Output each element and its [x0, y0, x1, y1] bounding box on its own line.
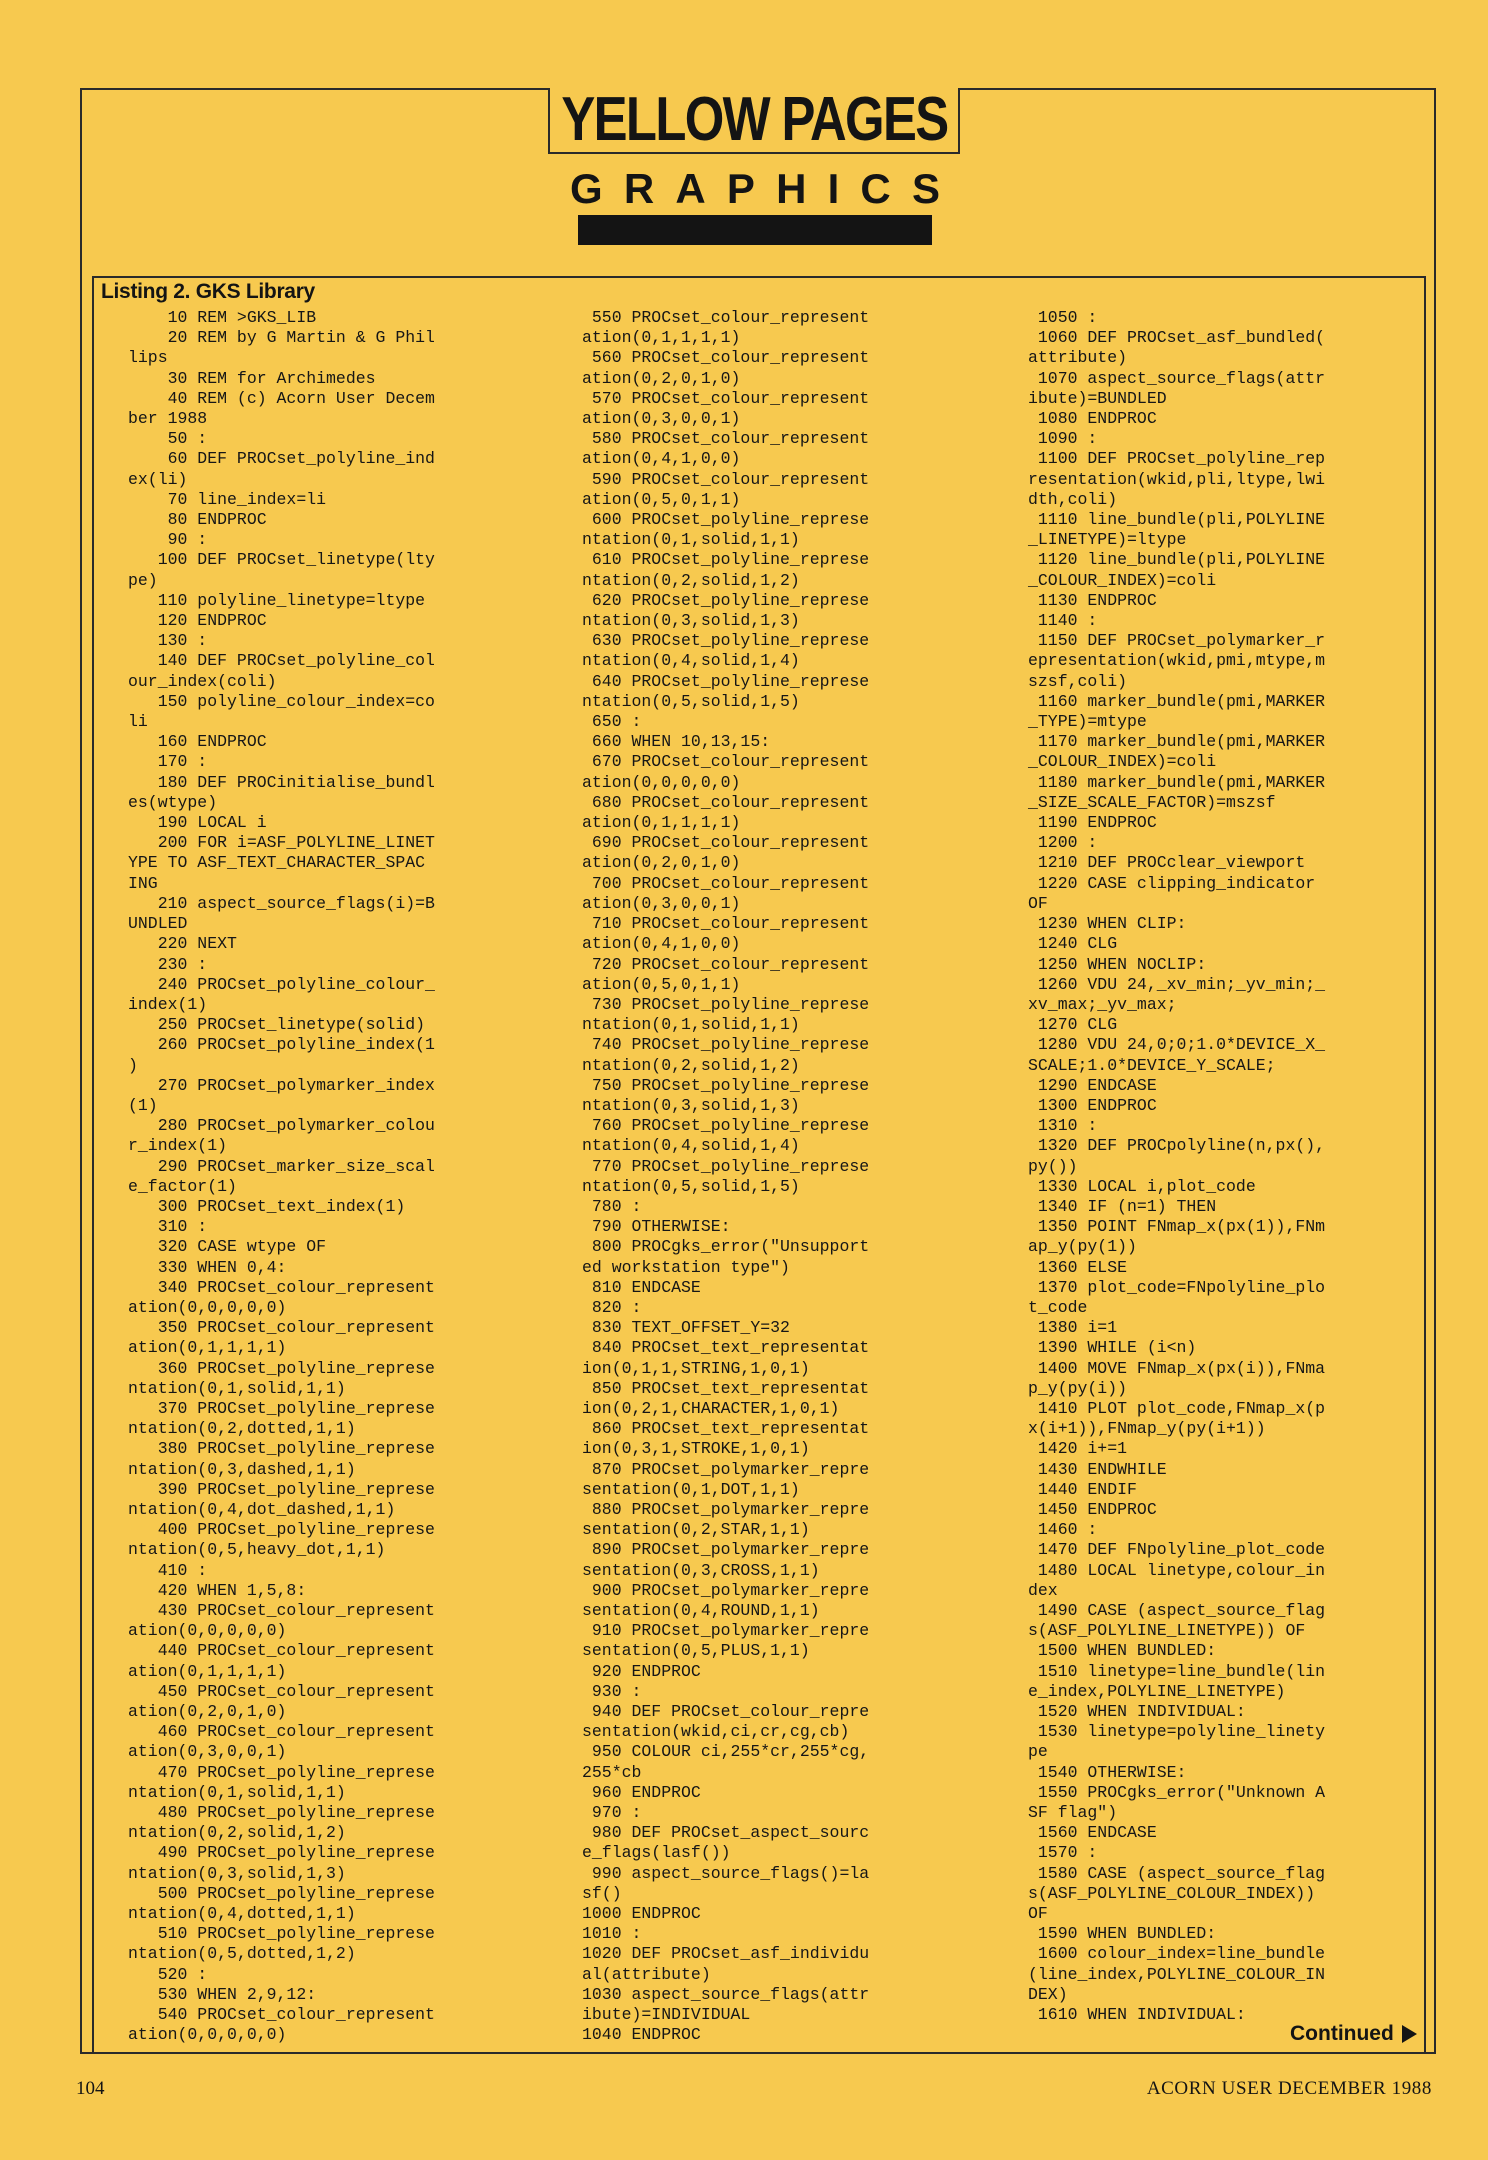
code-line: 330 WHEN 0,4:	[128, 1257, 287, 1277]
code-line: 1260 VDU 24,_xv_min;_yv_min;_	[1028, 974, 1326, 994]
code-line: 860 PROCset_text_representat	[582, 1419, 870, 1439]
code-line: index(1)	[128, 994, 208, 1014]
code-line: ation(0,0,0,0,0)	[128, 2025, 287, 2045]
code-line: 980 DEF PROCset_aspect_sourc	[582, 1823, 870, 1843]
code-line: 210 aspect_source_flags(i)=B	[128, 893, 435, 913]
code-line: 220 NEXT	[128, 934, 237, 954]
code-line: 850 PROCset_text_representat	[582, 1378, 870, 1398]
code-line: 20 REM by G Martin & G Phil	[128, 328, 435, 348]
code-line: 1300 ENDPROC	[1028, 1095, 1157, 1115]
code-line: 1090 :	[1028, 429, 1098, 449]
code-line: 1160 marker_bundle(pmi,MARKER	[1028, 691, 1326, 711]
code-line: 1060 DEF PROCset_asf_bundled(	[1028, 328, 1326, 348]
code-line: 1330 LOCAL i,plot_code	[1028, 1176, 1256, 1196]
code-line: 480 PROCset_polyline_represe	[128, 1803, 435, 1823]
code-line: 690 PROCset_colour_represent	[582, 833, 870, 853]
code-line: 920 ENDPROC	[582, 1661, 701, 1681]
code-line: 280 PROCset_polymarker_colou	[128, 1116, 435, 1136]
code-line: ntation(0,3,solid,1,3)	[582, 1095, 800, 1115]
code-line: 630 PROCset_polyline_represe	[582, 631, 870, 651]
code-line: 60 DEF PROCset_polyline_ind	[128, 449, 435, 469]
code-line: 120 ENDPROC	[128, 611, 267, 631]
code-line: 650 :	[582, 712, 642, 732]
continued-text: Continued	[1290, 2022, 1394, 2045]
code-line: 190 LOCAL i	[128, 813, 267, 833]
code-line: sentation(wkid,ci,cr,cg,cb)	[582, 1722, 850, 1742]
code-line: 830 TEXT_OFFSET_Y=32	[582, 1318, 790, 1338]
code-line: 890 PROCset_polymarker_repre	[582, 1540, 870, 1560]
code-line: 1380 i=1	[1028, 1318, 1118, 1338]
code-line: ation(0,3,0,0,1)	[128, 1742, 287, 1762]
code-line: 1610 WHEN INDIVIDUAL:	[1028, 2005, 1246, 2025]
masthead-title: YELLOW PAGES	[560, 85, 948, 154]
code-line: 320 CASE wtype OF	[128, 1237, 327, 1257]
code-line: ntation(0,2,solid,1,2)	[582, 1055, 800, 1075]
section-label-graphics	[570, 165, 940, 212]
code-line: ntation(0,3,solid,1,3)	[128, 1863, 346, 1883]
code-line: )	[128, 1055, 138, 1075]
code-line: 780 :	[582, 1196, 642, 1216]
code-line: 560 PROCset_colour_represent	[582, 348, 870, 368]
code-line: 620 PROCset_polyline_represe	[582, 590, 870, 610]
code-line: ation(0,1,1,1,1)	[128, 1338, 287, 1358]
code-line: 150 polyline_colour_index=co	[128, 691, 435, 711]
code-line: 930 :	[582, 1681, 642, 1701]
section-letter: P	[726, 165, 755, 212]
code-line: dex	[1028, 1580, 1058, 1600]
section-letter: G	[570, 165, 603, 212]
code-line: 1250 WHEN NOCLIP:	[1028, 954, 1207, 974]
code-line: 960 ENDPROC	[582, 1782, 701, 1802]
code-line: 1140 :	[1028, 611, 1098, 631]
code-line: ibute)=INDIVIDUAL	[582, 2005, 751, 2025]
code-line: 70 line_index=li	[128, 489, 327, 509]
code-line: ation(0,5,0,1,1)	[582, 489, 741, 509]
code-line: ation(0,1,1,1,1)	[128, 1661, 287, 1681]
code-line: OF	[1028, 1904, 1048, 1924]
code-line: 640 PROCset_polyline_represe	[582, 671, 870, 691]
code-line: our_index(coli)	[128, 671, 277, 691]
code-line: 680 PROCset_colour_represent	[582, 792, 870, 812]
code-line: ation(0,1,1,1,1)	[582, 813, 741, 833]
code-line: resentation(wkid,pli,ltype,lwi	[1028, 469, 1326, 489]
continued-label	[1290, 2022, 1417, 2046]
code-line: ation(0,0,0,0,0)	[128, 1297, 287, 1317]
code-line: 720 PROCset_colour_represent	[582, 954, 870, 974]
code-line: s(ASF_POLYLINE_COLOUR_INDEX))	[1028, 1883, 1316, 1903]
code-line: 1110 line_bundle(pli,POLYLINE	[1028, 510, 1326, 530]
code-line: 800 PROCgks_error("Unsupport	[582, 1237, 870, 1257]
code-line: 1460 :	[1028, 1520, 1098, 1540]
code-line: 460 PROCset_colour_represent	[128, 1722, 435, 1742]
code-line: 1370 plot_code=FNpolyline_plo	[1028, 1277, 1326, 1297]
section-letter: C	[860, 165, 891, 212]
code-line: 10 REM >GKS_LIB	[128, 308, 317, 327]
code-line: ion(0,1,1,STRING,1,0,1)	[582, 1358, 810, 1378]
code-line: OF	[1028, 893, 1048, 913]
code-line: 430 PROCset_colour_represent	[128, 1601, 435, 1620]
code-line: 1010 :	[582, 1924, 642, 1944]
code-line: 1170 marker_bundle(pmi,MARKER	[1028, 732, 1326, 752]
code-line: 110 polyline_linetype=ltype	[128, 590, 426, 610]
code-line: 600 PROCset_polyline_represe	[582, 510, 870, 530]
code-line: szsf,coli)	[1028, 671, 1128, 691]
code-line: 700 PROCset_colour_represent	[582, 873, 870, 893]
code-line: 1080 ENDPROC	[1028, 409, 1157, 429]
code-line: ING	[128, 873, 158, 893]
code-line: 730 PROCset_polyline_represe	[582, 994, 870, 1014]
code-line: ion(0,2,1,CHARACTER,1,0,1)	[582, 1398, 840, 1418]
code-line: 1320 DEF PROCpolyline(n,px(),	[1028, 1136, 1326, 1156]
code-line: ntation(0,3,dashed,1,1)	[128, 1459, 356, 1479]
code-line: ntation(0,5,dotted,1,2)	[128, 1944, 356, 1964]
code-line: DEX)	[1028, 1984, 1068, 2004]
section-letter: A	[675, 165, 706, 212]
code-line: 490 PROCset_polyline_represe	[128, 1843, 435, 1863]
footer-magazine-title: ACORN USER DECEMBER 1988	[1146, 2078, 1432, 2099]
code-line: ntation(0,3,solid,1,3)	[582, 611, 800, 631]
code-line: 1590 WHEN BUNDLED:	[1028, 1924, 1217, 1944]
code-line: _LINETYPE)=ltype	[1028, 530, 1187, 550]
code-line: ntation(0,1,solid,1,1)	[582, 530, 800, 550]
code-line: 1040 ENDPROC	[582, 2025, 701, 2045]
code-line: 1560 ENDCASE	[1028, 1823, 1157, 1843]
code-line: 900 PROCset_polymarker_repre	[582, 1580, 870, 1600]
code-line: 1500 WHEN BUNDLED:	[1028, 1641, 1217, 1661]
code-line: 370 PROCset_polyline_represe	[128, 1398, 435, 1418]
code-line: ap_y(py(1))	[1028, 1237, 1137, 1257]
code-line: _COLOUR_INDEX)=coli	[1028, 570, 1217, 590]
code-line: 750 PROCset_polyline_represe	[582, 1075, 870, 1095]
code-line: 290 PROCset_marker_size_scal	[128, 1156, 435, 1176]
code-line: 1070 aspect_source_flags(attr	[1028, 368, 1326, 388]
code-line: 40 REM (c) Acorn User Decem	[128, 388, 435, 408]
code-line: 1270 CLG	[1028, 1015, 1118, 1035]
code-line: (line_index,POLYLINE_COLOUR_IN	[1028, 1964, 1326, 1984]
code-line: ed workstation type")	[582, 1257, 790, 1277]
code-line: ntation(0,4,solid,1,4)	[582, 1136, 800, 1156]
code-line: 1130 ENDPROC	[1028, 590, 1157, 610]
code-line: 450 PROCset_colour_represent	[128, 1681, 435, 1701]
code-line: 1510 linetype=line_bundle(lin	[1028, 1661, 1326, 1681]
code-line: ation(0,2,0,1,0)	[582, 368, 741, 388]
section-divider-bar	[578, 215, 932, 245]
code-line: 840 PROCset_text_representat	[582, 1338, 870, 1358]
code-line: 90 :	[128, 530, 208, 550]
code-line: 170 :	[128, 752, 208, 772]
code-line: 1520 WHEN INDIVIDUAL:	[1028, 1702, 1246, 1722]
code-line: ntation(0,1,solid,1,1)	[128, 1782, 346, 1802]
code-line: ibute)=BUNDLED	[1028, 388, 1167, 408]
code-line: e_index,POLYLINE_LINETYPE)	[1028, 1681, 1286, 1701]
code-line: 570 PROCset_colour_represent	[582, 388, 870, 408]
section-letter: S	[911, 165, 940, 212]
code-line: 200 FOR i=ASF_POLYLINE_LINET	[128, 833, 435, 853]
code-line: 990 aspect_source_flags()=la	[582, 1863, 870, 1883]
code-line: 590 PROCset_colour_represent	[582, 469, 870, 489]
code-line: s(ASF_POLYLINE_LINETYPE)) OF	[1028, 1621, 1306, 1641]
code-line: 400 PROCset_polyline_represe	[128, 1520, 435, 1540]
code-line: YPE TO ASF_TEXT_CHARACTER_SPAC	[128, 853, 426, 873]
code-column-2	[582, 308, 942, 2045]
code-line: 130 :	[128, 631, 208, 651]
code-line: e_flags(lasf())	[582, 1843, 731, 1863]
code-line: pe	[1028, 1742, 1048, 1762]
code-line: 1420 i+=1	[1028, 1439, 1128, 1459]
masthead-box	[548, 85, 960, 154]
code-line: 500 PROCset_polyline_represe	[128, 1883, 435, 1903]
code-line: 300 PROCset_text_index(1)	[128, 1196, 406, 1216]
code-line: 1410 PLOT plot_code,FNmap_x(p	[1028, 1398, 1326, 1418]
code-line: 30 REM for Archimedes	[128, 368, 376, 388]
code-line: ex(li)	[128, 469, 188, 489]
code-line: ntation(0,1,solid,1,1)	[582, 1015, 800, 1035]
code-line: ation(0,4,1,0,0)	[582, 449, 741, 469]
code-line: 230 :	[128, 954, 208, 974]
code-line: ntation(0,2,solid,1,2)	[582, 570, 800, 590]
code-line: ation(0,2,0,1,0)	[582, 853, 741, 873]
code-line: _SIZE_SCALE_FACTOR)=mszsf	[1028, 792, 1276, 812]
code-line: ion(0,3,1,STROKE,1,0,1)	[582, 1439, 810, 1459]
code-line: 380 PROCset_polyline_represe	[128, 1439, 435, 1459]
code-line: epresentation(wkid,pmi,mtype,m	[1028, 651, 1326, 671]
code-line: 530 WHEN 2,9,12:	[128, 1984, 317, 2004]
code-line: 670 PROCset_colour_represent	[582, 752, 870, 772]
code-column-1	[128, 308, 488, 2045]
code-line: 1210 DEF PROCclear_viewport	[1028, 853, 1306, 873]
code-line: 710 PROCset_colour_represent	[582, 914, 870, 934]
code-line: 550 PROCset_colour_represent	[582, 308, 870, 327]
code-line: 390 PROCset_polyline_represe	[128, 1479, 435, 1499]
code-line: (1)	[128, 1095, 158, 1115]
code-column-3	[1028, 308, 1388, 2025]
code-line: 340 PROCset_colour_represent	[128, 1277, 435, 1297]
section-letter: H	[776, 165, 807, 212]
code-line: 970 :	[582, 1803, 642, 1823]
code-line: 510 PROCset_polyline_represe	[128, 1924, 435, 1944]
code-line: 520 :	[128, 1964, 208, 1984]
code-line: 470 PROCset_polyline_represe	[128, 1762, 435, 1782]
section-letter: I	[827, 165, 840, 212]
code-line: 770 PROCset_polyline_represe	[582, 1156, 870, 1176]
code-line: SF flag")	[1028, 1803, 1118, 1823]
code-line: ber 1988	[128, 409, 208, 429]
page-number: 104	[76, 2078, 105, 2099]
code-line: ntation(0,5,solid,1,5)	[582, 691, 800, 711]
code-line: SCALE;1.0*DEVICE_Y_SCALE;	[1028, 1055, 1276, 1075]
code-line: 660 WHEN 10,13,15:	[582, 732, 771, 752]
code-line: ation(0,3,0,0,1)	[582, 409, 741, 429]
code-line: 1400 MOVE FNmap_x(px(i)),FNma	[1028, 1358, 1326, 1378]
code-line: sf()	[582, 1883, 622, 1903]
code-line: 540 PROCset_colour_represent	[128, 2005, 435, 2025]
code-line: 350 PROCset_colour_represent	[128, 1318, 435, 1338]
code-line: 100 DEF PROCset_linetype(lty	[128, 550, 435, 570]
section-letter: R	[623, 165, 655, 212]
code-line: 180 DEF PROCinitialise_bundl	[128, 772, 435, 792]
code-line: dth,coli)	[1028, 489, 1118, 509]
code-line: ntation(0,5,heavy_dot,1,1)	[128, 1540, 386, 1560]
code-line: 440 PROCset_colour_represent	[128, 1641, 435, 1661]
code-line: 1310 :	[1028, 1116, 1098, 1136]
code-line: al(attribute)	[582, 1964, 711, 1984]
code-line: 420 WHEN 1,5,8:	[128, 1580, 307, 1600]
code-line: 1570 :	[1028, 1843, 1098, 1863]
code-line: 1020 DEF PROCset_asf_individu	[582, 1944, 870, 1964]
code-line: ation(0,4,1,0,0)	[582, 934, 741, 954]
code-line: 1360 ELSE	[1028, 1257, 1128, 1277]
code-line: 310 :	[128, 1217, 208, 1237]
code-line: sentation(0,2,STAR,1,1)	[582, 1520, 810, 1540]
code-line: 160 ENDPROC	[128, 732, 267, 752]
code-line: li	[128, 712, 148, 732]
arrow-right-icon	[1402, 2025, 1417, 2043]
code-line: ation(0,3,0,0,1)	[582, 893, 741, 913]
code-line: UNDLED	[128, 914, 188, 934]
code-line: ntation(0,4,dot_dashed,1,1)	[128, 1499, 396, 1519]
code-line: sentation(0,5,PLUS,1,1)	[582, 1641, 810, 1661]
code-line: lips	[128, 348, 168, 368]
code-line: 1580 CASE (aspect_source_flag	[1028, 1863, 1326, 1883]
code-line: 1340 IF (n=1) THEN	[1028, 1196, 1217, 1216]
code-line: 1220 CASE clipping_indicator	[1028, 873, 1316, 893]
code-line: pe)	[128, 570, 158, 590]
code-line: ation(0,0,0,0,0)	[582, 772, 741, 792]
code-line: ntation(0,4,dotted,1,1)	[128, 1904, 356, 1924]
code-line: 1290 ENDCASE	[1028, 1075, 1157, 1095]
code-line: 80 ENDPROC	[128, 510, 267, 530]
code-line: e_factor(1)	[128, 1176, 237, 1196]
code-line: 270 PROCset_polymarker_index	[128, 1075, 435, 1095]
code-line: 50 :	[128, 429, 208, 449]
code-line: 1600 colour_index=line_bundle	[1028, 1944, 1326, 1964]
code-line: 1390 WHILE (i<n)	[1028, 1338, 1197, 1358]
code-line: t_code	[1028, 1297, 1088, 1317]
code-line: ation(0,2,0,1,0)	[128, 1702, 287, 1722]
code-line: 1280 VDU 24,0;0;1.0*DEVICE_X_	[1028, 1035, 1326, 1055]
code-line: ation(0,0,0,0,0)	[128, 1621, 287, 1641]
code-line: xv_max;_yv_max;	[1028, 994, 1177, 1014]
code-line: 1530 linetype=polyline_linety	[1028, 1722, 1326, 1742]
code-line: _TYPE)=mtype	[1028, 712, 1147, 732]
code-line: 610 PROCset_polyline_represe	[582, 550, 870, 570]
code-line: attribute)	[1028, 348, 1128, 368]
code-line: 1150 DEF PROCset_polymarker_r	[1028, 631, 1326, 651]
code-line: 1480 LOCAL linetype,colour_in	[1028, 1560, 1326, 1580]
code-line: 1550 PROCgks_error("Unknown A	[1028, 1782, 1326, 1802]
code-line: 910 PROCset_polymarker_repre	[582, 1621, 870, 1641]
code-line: 240 PROCset_polyline_colour_	[128, 974, 435, 994]
code-line: 1180 marker_bundle(pmi,MARKER	[1028, 772, 1326, 792]
code-line: 255*cb	[582, 1762, 642, 1782]
code-line: 250 PROCset_linetype(solid)	[128, 1015, 426, 1035]
code-line: 1050 :	[1028, 308, 1098, 327]
code-line: 950 COLOUR ci,255*cr,255*cg,	[582, 1742, 870, 1762]
code-line: _COLOUR_INDEX)=coli	[1028, 752, 1217, 772]
code-line: p_y(py(i))	[1028, 1378, 1128, 1398]
code-line: x(i+1)),FNmap_y(py(i+1))	[1028, 1419, 1266, 1439]
code-line: 820 :	[582, 1297, 642, 1317]
code-line: ntation(0,5,solid,1,5)	[582, 1176, 800, 1196]
code-line: es(wtype)	[128, 792, 218, 812]
code-line: 1030 aspect_source_flags(attr	[582, 1984, 870, 2004]
code-line: ntation(0,2,solid,1,2)	[128, 1823, 346, 1843]
code-line: sentation(0,1,DOT,1,1)	[582, 1479, 800, 1499]
code-line: r_index(1)	[128, 1136, 228, 1156]
code-line: 740 PROCset_polyline_represe	[582, 1035, 870, 1055]
code-line: 1540 OTHERWISE:	[1028, 1762, 1187, 1782]
code-line: 260 PROCset_polyline_index(1	[128, 1035, 435, 1055]
code-line: 1470 DEF FNpolyline_plot_code	[1028, 1540, 1326, 1560]
code-line: 580 PROCset_colour_represent	[582, 429, 870, 449]
code-line: 410 :	[128, 1560, 208, 1580]
code-line: 1230 WHEN CLIP:	[1028, 914, 1187, 934]
code-line: ation(0,1,1,1,1)	[582, 328, 741, 348]
code-line: 1000 ENDPROC	[582, 1904, 701, 1924]
code-line: 790 OTHERWISE:	[582, 1217, 731, 1237]
code-line: 1190 ENDPROC	[1028, 813, 1157, 833]
code-line: 1100 DEF PROCset_polyline_rep	[1028, 449, 1326, 469]
code-line: sentation(0,4,ROUND,1,1)	[582, 1601, 820, 1620]
code-line: 360 PROCset_polyline_represe	[128, 1358, 435, 1378]
code-line: ation(0,5,0,1,1)	[582, 974, 741, 994]
code-line: 1240 CLG	[1028, 934, 1118, 954]
code-line: 1200 :	[1028, 833, 1098, 853]
code-line: 1440 ENDIF	[1028, 1479, 1137, 1499]
code-line: 1490 CASE (aspect_source_flag	[1028, 1601, 1326, 1620]
code-line: 940 DEF PROCset_colour_repre	[582, 1702, 870, 1722]
code-line: 1450 ENDPROC	[1028, 1499, 1157, 1519]
code-line: 1120 line_bundle(pli,POLYLINE	[1028, 550, 1326, 570]
code-line: ntation(0,1,solid,1,1)	[128, 1378, 346, 1398]
listing-title: Listing 2. GKS Library	[101, 280, 315, 303]
code-line: 880 PROCset_polymarker_repre	[582, 1499, 870, 1519]
code-line: ntation(0,4,solid,1,4)	[582, 651, 800, 671]
code-line: 140 DEF PROCset_polyline_col	[128, 651, 435, 671]
code-line: ntation(0,2,dotted,1,1)	[128, 1419, 356, 1439]
code-line: 1430 ENDWHILE	[1028, 1459, 1167, 1479]
code-line: 1350 POINT FNmap_x(px(1)),FNm	[1028, 1217, 1326, 1237]
code-line: py())	[1028, 1156, 1078, 1176]
code-line: 810 ENDCASE	[582, 1277, 701, 1297]
code-line: 760 PROCset_polyline_represe	[582, 1116, 870, 1136]
code-line: 870 PROCset_polymarker_repre	[582, 1459, 870, 1479]
code-line: sentation(0,3,CROSS,1,1)	[582, 1560, 820, 1580]
